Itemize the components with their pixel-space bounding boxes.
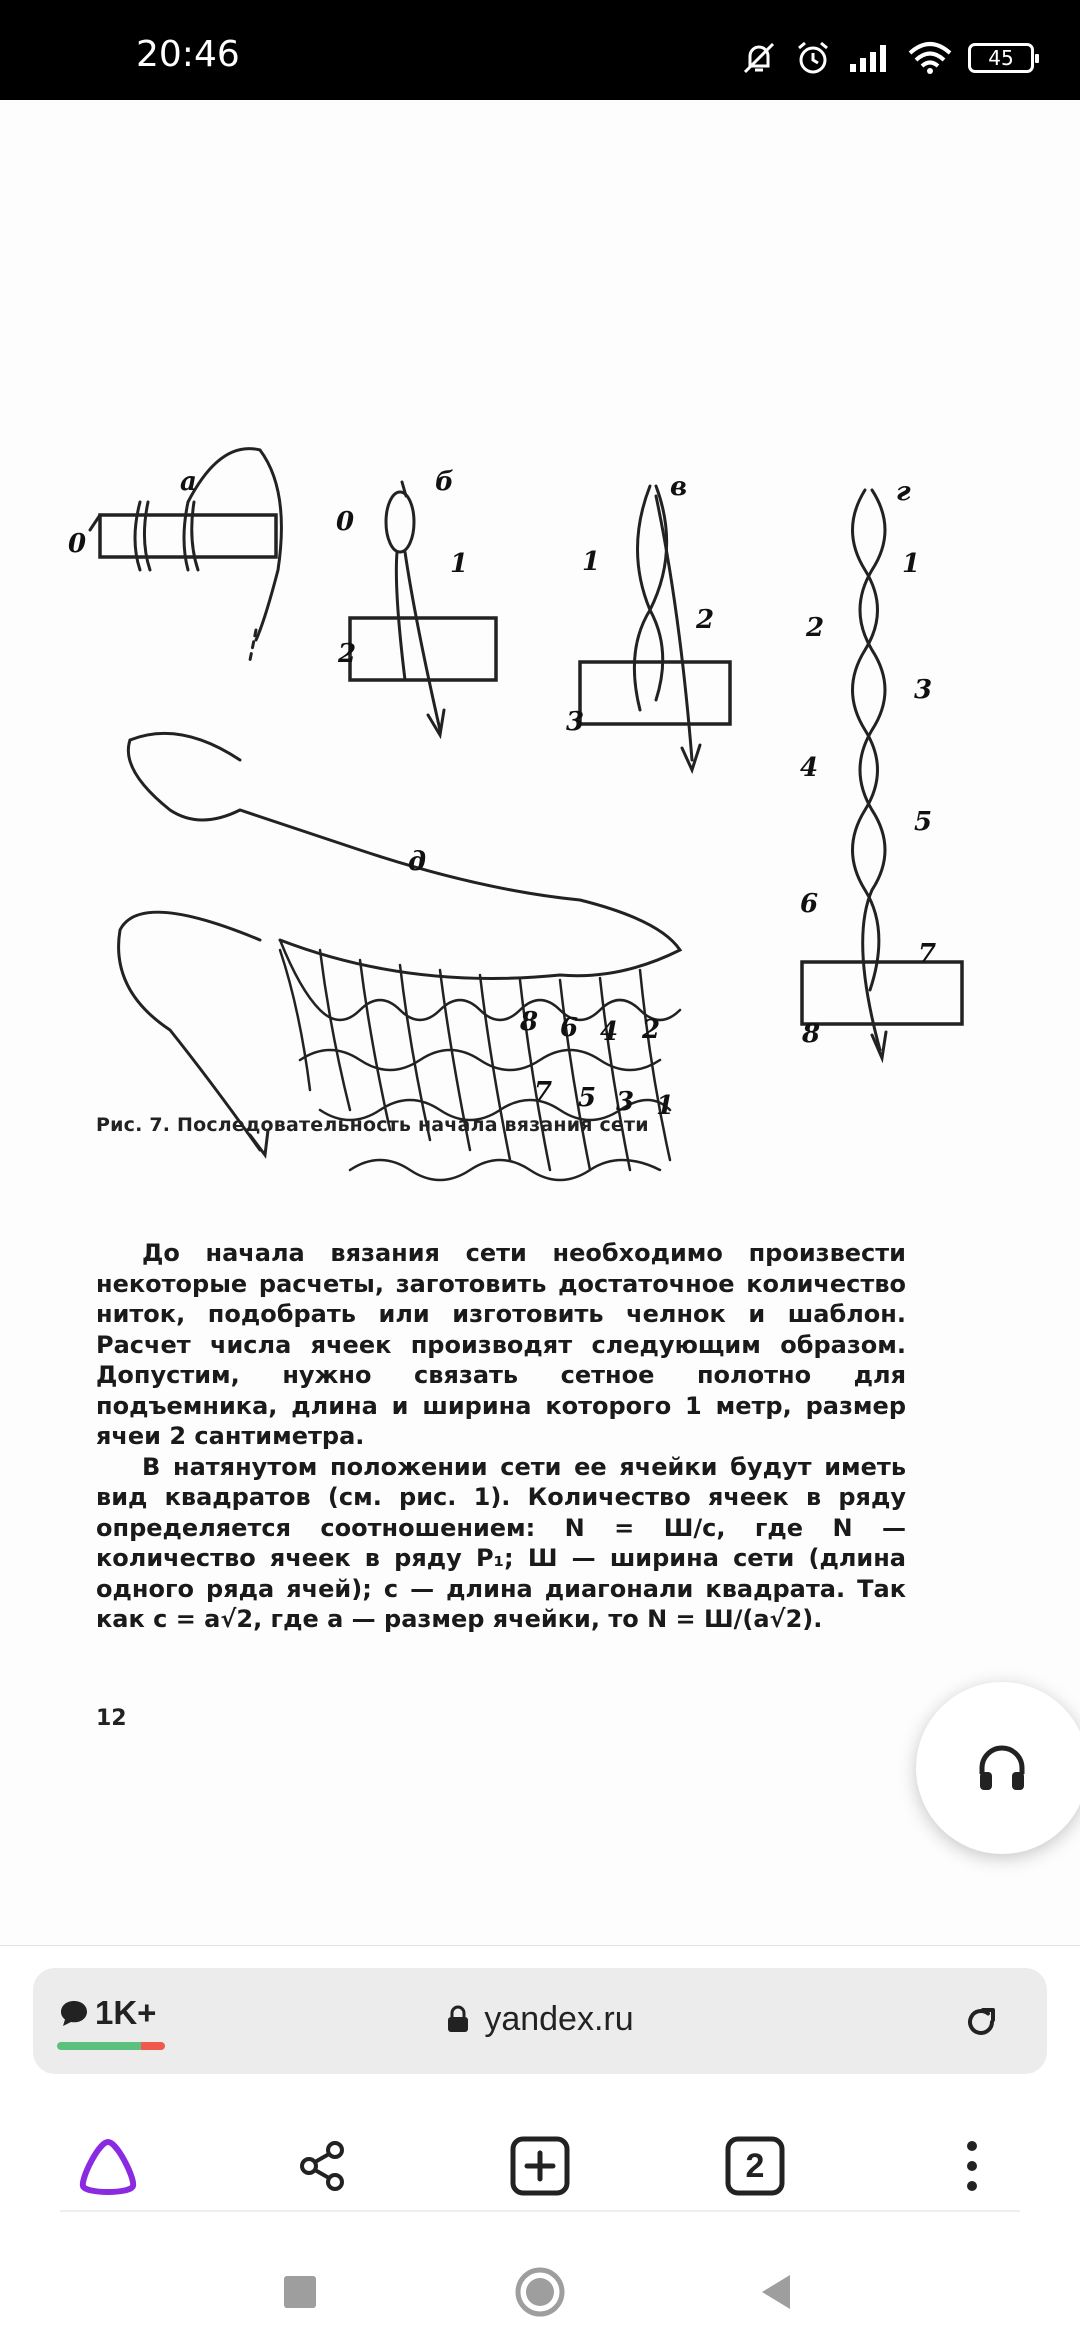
fig-label-g6: 6 (800, 889, 819, 919)
fig-label-g5: 5 (914, 807, 933, 837)
comments-count: 1K+ (95, 1994, 157, 2031)
fig-label-d3: 3 (616, 1087, 635, 1117)
status-time: 20:46 (136, 34, 240, 75)
body-text (96, 1238, 906, 1635)
browser-toolbar (0, 2106, 1080, 2226)
tabs-count: 2 (745, 2146, 765, 2185)
system-nav-bar (0, 2242, 1080, 2340)
fig-label-zero-a: 0 (68, 529, 87, 559)
reactions-negative (141, 2042, 165, 2050)
figure-caption: Рис. 7. Последовательность начала вязания сети (96, 1114, 649, 1136)
status-bar (0, 0, 1080, 100)
url-field[interactable] (33, 2000, 1047, 2039)
fig-label-g8: 8 (802, 1019, 821, 1049)
fig-label-d8: 8 (520, 1007, 539, 1037)
fig-label-d4: 4 (600, 1017, 619, 1047)
toolbar-divider (60, 2210, 1020, 2212)
alarm-icon (794, 39, 832, 77)
recents-button[interactable] (270, 2262, 330, 2322)
fig-label-d1: 1 (656, 1091, 675, 1121)
battery-level: 45 (988, 46, 1014, 70)
browser-bottom-panel (0, 1945, 1080, 2340)
fig-label-g4: 4 (800, 753, 819, 783)
fig-label-v1: 1 (582, 547, 601, 577)
fig-label-d6: 6 (560, 1013, 579, 1043)
more-vertical-icon (962, 2138, 982, 2194)
mute-icon (740, 39, 778, 77)
wifi-icon (908, 41, 952, 75)
fig-label-d5: 5 (578, 1083, 597, 1113)
address-bar[interactable] (33, 1968, 1047, 2074)
fig-label-b1: 1 (450, 549, 469, 579)
listen-audio-button[interactable] (916, 1682, 1080, 1854)
alice-icon (75, 2136, 141, 2196)
fig-label-g7: 7 (918, 939, 937, 969)
back-triangle-icon (758, 2272, 794, 2312)
fig-label-a: а (180, 467, 197, 497)
share-button[interactable] (263, 2106, 383, 2226)
home-button[interactable] (510, 2262, 570, 2322)
document-page[interactable] (0, 100, 1080, 1945)
page-number: 12 (96, 1706, 127, 1731)
plus-square-icon (509, 2135, 571, 2197)
fig-label-g3: 3 (914, 675, 933, 705)
recents-square-icon (282, 2274, 318, 2310)
fig-label-d: д (408, 847, 427, 877)
alice-button[interactable] (48, 2106, 168, 2226)
url-text: yandex.ru (484, 2000, 634, 2038)
fig-label-v2: 2 (696, 605, 715, 635)
headphones-icon (974, 1740, 1030, 1796)
fig-label-g: г (896, 477, 911, 507)
reload-button[interactable] (961, 2002, 1001, 2047)
paragraph-2: В натянутом положении сети ее ячейки будут иметь вид квадратов (см. рис. 1). Количество ячеек в ряду определяется соотношением: N = Ш/c, где N — количество ячеек в ряду P₁; Ш — ширина сети (длина одного ряда ячей); с — длина диагонали квадрата. Так как c = a√2, где a — размер ячейки, то N = Ш/(a√2). (96, 1452, 906, 1633)
share-icon (295, 2138, 351, 2194)
back-button[interactable] (746, 2262, 806, 2322)
status-icons (740, 38, 1034, 78)
signal-icon (848, 42, 892, 74)
net-knitting-figure (60, 290, 1020, 1190)
reactions-positive (57, 2042, 141, 2050)
fig-label-v: в (670, 472, 688, 502)
fig-label-d7: 7 (534, 1077, 553, 1107)
fig-label-d2: 2 (642, 1015, 661, 1045)
lock-icon (446, 2004, 470, 2034)
fig-label-g1: 1 (902, 549, 921, 579)
paragraph-1: До начала вязания сети необходимо произвести некоторые расчеты, заготовить достаточное количество ниток, подобрать или изготовить челнок и шаблон. Расчет числа ячеек производят следующим образом. Допустим, нужно связать сетное полотно для подъемника, длина и ширина которого 1 метр, размер ячеи 2 сантиметра. (96, 1239, 906, 1450)
home-circle-icon (514, 2266, 566, 2318)
fig-label-g2: 2 (806, 613, 825, 643)
menu-button[interactable] (912, 2106, 1032, 2226)
reload-icon (961, 2002, 1001, 2042)
fig-label-zero-b: 0 (336, 507, 355, 537)
fig-label-b2: 2 (338, 639, 357, 669)
battery-icon (968, 43, 1034, 73)
new-tab-button[interactable] (480, 2106, 600, 2226)
tabs-button[interactable] (695, 2106, 815, 2226)
reactions-bar (57, 2042, 165, 2050)
fig-label-b: б (435, 467, 454, 497)
fig-label-v3: 3 (566, 707, 585, 737)
